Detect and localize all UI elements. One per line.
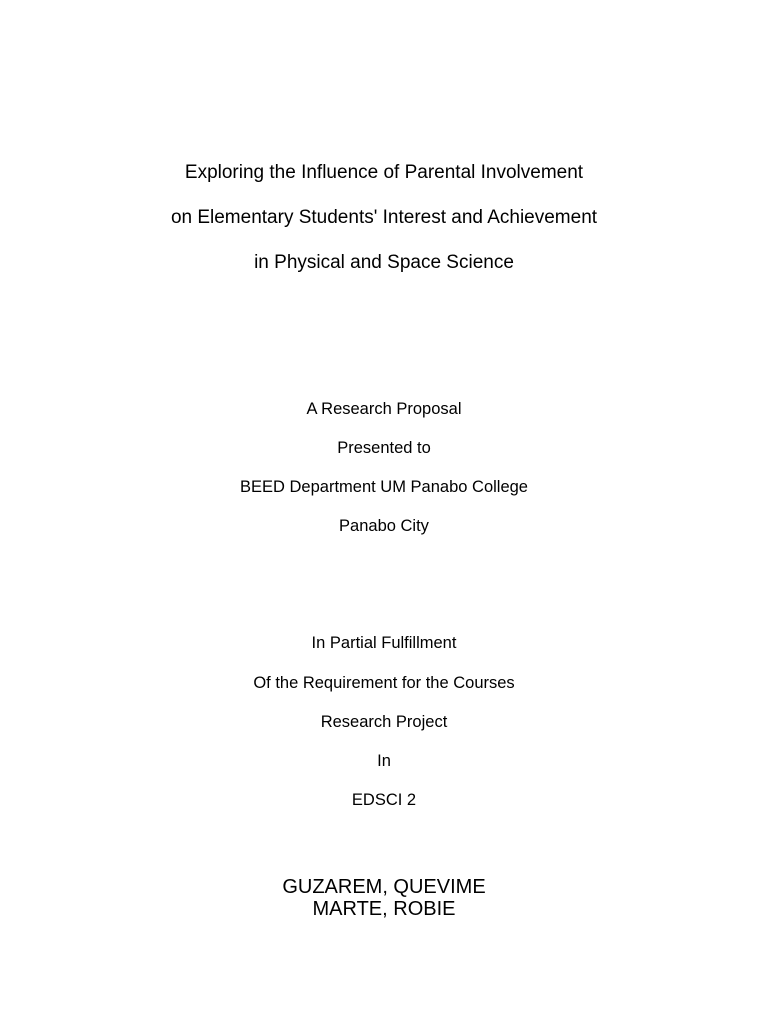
author-name: GUZAREM, QUEVIME xyxy=(282,876,486,898)
title-line-3: in Physical and Space Science xyxy=(254,252,514,273)
title-line-2: on Elementary Students' Interest and Achievement xyxy=(170,207,598,228)
fulfillment-line: In Partial Fulfillment xyxy=(311,634,457,652)
course-code: EDSCI 2 xyxy=(351,791,417,809)
department: BEED Department UM Panabo College xyxy=(240,478,528,496)
course-name: Research Project xyxy=(320,713,448,731)
city: Panabo City xyxy=(339,517,429,535)
presented-to: Presented to xyxy=(337,439,431,457)
author-name: MARTE, ROBIE xyxy=(312,898,456,920)
proposal-type: A Research Proposal xyxy=(306,400,462,418)
requirement-line: Of the Requirement for the Courses xyxy=(253,674,515,692)
in-line: In xyxy=(377,752,391,770)
title-line-1: Exploring the Influence of Parental Involvement xyxy=(184,162,584,183)
